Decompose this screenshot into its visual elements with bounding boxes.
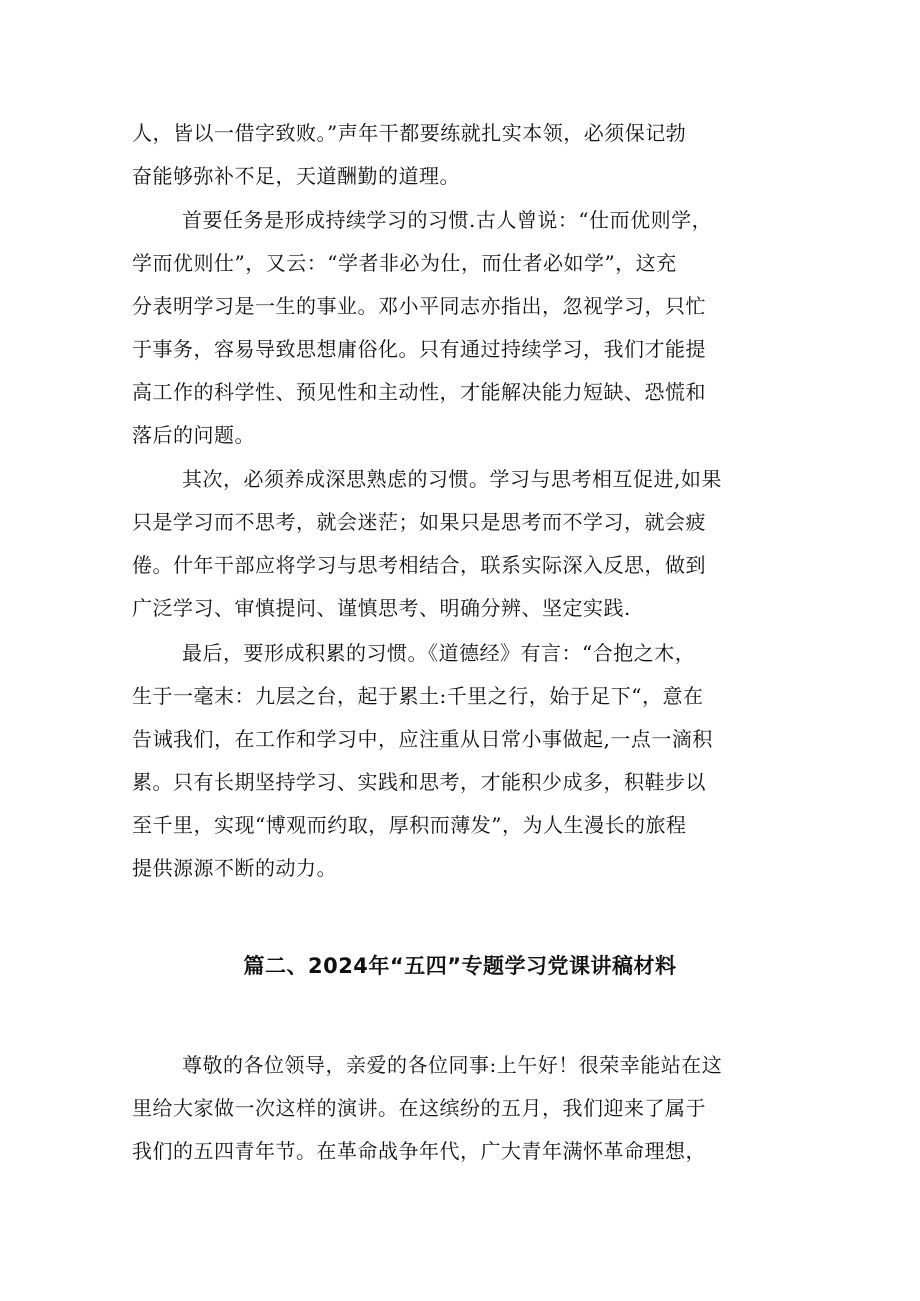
paragraph-line: 倦。什年干部应将学习与思考相结合，联系实际深入反思，做到: [132, 553, 706, 577]
paragraph-line: 落后的问题。: [132, 423, 255, 447]
paragraph-line: 于事务，容易导致思想庸俗化。只有通过持续学习，我们才能提: [132, 337, 706, 361]
paragraph-deep-thinking: [132, 458, 792, 630]
paragraph-line: 至千里，实现“博观而约取，厚积而薄发”，为人生漫长的旅程: [132, 813, 687, 837]
paragraph-line: 累。只有长期坚持学习、实践和思考，才能积少成多，积鞋步以: [132, 770, 706, 794]
paragraph-line: 尊敬的各位领导，亲爱的各位同事:上午好！很荣幸能站在这: [182, 1053, 723, 1077]
paragraph-line: 其次，必须养成深思熟虑的习惯。学习与思考相互促进,如果: [182, 467, 722, 491]
paragraph-line: 人，皆以一借字致败。”声年干都要练就扎实本领，必须保记勃: [132, 121, 687, 145]
paragraph-speech-opening: [132, 1044, 792, 1173]
paragraph-line: 奋能够弥补不足，天道酬勤的道理。: [132, 164, 460, 188]
paragraph-line: 告诫我们，在工作和学习中，应注重从日常小事做起,一点一滴积: [132, 727, 713, 751]
paragraph-line: 我们的五四青年节。在革命战争年代，广大青年满怀革命理想，: [132, 1139, 706, 1163]
paragraph-line: 里给大家做一次这样的演讲。在这缤纷的五月，我们迎来了属于: [132, 1096, 706, 1120]
paragraph-line: 只是学习而不思考，就会迷茫；如果只是思考而不学习，就会疲: [132, 510, 706, 534]
paragraph-continuous-learning: [132, 199, 792, 457]
paragraph-line: 高工作的科学性、预见性和主动性，才能解决能力短缺、恐慌和: [132, 380, 706, 404]
paragraph-line: 广泛学习、审慎提问、谨慎思考、明确分辨、坚定实践.: [132, 596, 631, 620]
paragraph-line: 学而优则仕”，又云：“学者非必为仕，而仕者必如学”，这充: [132, 251, 677, 275]
paragraph-hard-work: [132, 112, 792, 198]
paragraph-line: 最后，要形成积累的习惯。《道德经》有言：“合抱之木，: [182, 641, 696, 665]
paragraph-line: 首要任务是形成持续学习的习惯.古人曾说：“仕而优则学，: [182, 208, 713, 232]
paragraph-line: 提供源源不断的动力。: [132, 856, 337, 880]
section-heading: 篇二、2024年“五四”专题学习党课讲稿材料: [243, 954, 677, 978]
paragraph-line: 生于一毫末：九层之台，起于累土:千里之行，始于足下“，意在: [132, 684, 704, 708]
paragraph-accumulation: [132, 632, 792, 890]
paragraph-line: 分表明学习是一生的事业。邓小平同志亦指出，忽视学习，只忙: [132, 294, 706, 318]
